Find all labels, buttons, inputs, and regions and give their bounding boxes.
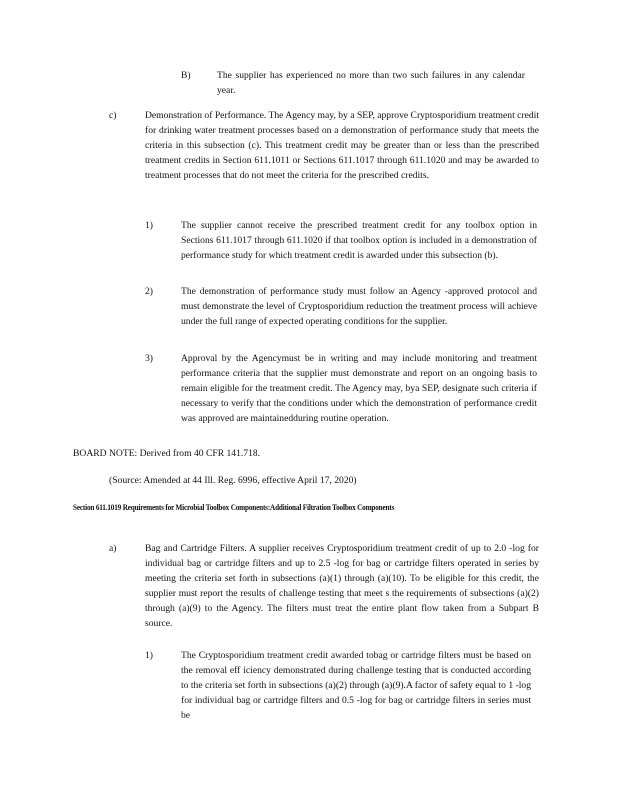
board-note: BOARD NOTE: Derived from 40 CFR 141.718.	[73, 448, 261, 459]
item-c3-text: Approval by the Agencymust be in writing and may include monitoring and treatment performance criteria that the supplier must demonstrate and report on an ongoing basis to remain eligible for the treatment credit. The Agency may, bya SEP, designate such criteria if necessary to verify that the conditions under which the demonstration of performance credit was approved are maintainedduring routine operation.	[181, 353, 537, 424]
section-heading: Section 611.1019 Requirements for Microbial Toolbox Components:Additional Filtration Toolbox Components	[73, 503, 395, 512]
item-b-label: B)	[181, 70, 191, 81]
item-a1-text: The Cryptosporidium treatment credit awarded tobag or cartridge filters must be based on the removal eff iciency demonstrated during challenge testing that is conducted according to the criteria set forth in subsections (a)(2) through (a)(9).A factor of safety equal to 1 -log for individual bag or cartridge filters and 0.5 -log for bag or cartridge filters in series must be	[181, 650, 531, 721]
item-c-text: Demonstration of Performance. The Agency may, by a SEP, approve Cryptosporidium treatment credit for drinking water treatment processes based on a demonstration of performance study that meets the criteria in this subsection (c). This treatment credit may be greater than or less than the prescribed treatment credits in Section 611.1011 or Sections 611.1017 through 611.1020 and may be awarded to treatment processes that do not meet the criteria for the prescribed credits.	[145, 110, 539, 181]
item-c2-text: The demonstration of performance study must follow an Agency -approved protocol and must demonstrate the level of Cryptosporidium reduction the treatment process will achieve under the full range of expected operating conditions for the supplier.	[181, 286, 537, 327]
item-c1-text: The supplier cannot receive the prescribed treatment credit for any toolbox option in Sections 611.1017 through 611.1020 if that toolbox option is included in a demonstration of performance study for which treatment credit is awarded under this subsection (b).	[181, 220, 537, 261]
item-a1-label: 1)	[145, 650, 153, 661]
item-c-label: c)	[109, 110, 117, 121]
item-c1-label: 1)	[145, 220, 153, 231]
item-a-label: a)	[109, 543, 117, 554]
item-c2-label: 2)	[145, 286, 153, 297]
source-note: (Source: Amended at 44 Ill. Reg. 6996, effective April 17, 2020)	[109, 475, 357, 486]
item-b-text: The supplier has experienced no more than two such failures in any calendar year.	[217, 70, 525, 96]
item-a-text: Bag and Cartridge Filters. A supplier receives Cryptosporidium treatment credit of up to 2.0 -log for individual bag or cartridge filters and up to 2.5 -log for bag or cartridge filters operated in series by meeting the criteria set forth in subsections (a)(1) through (a)(10). To be eligible for this credit, the supplier must report the results of challenge testing that meet s the requirements of subsections (a)(2) through (a)(9) to the Agency. The filters must treat the entire plant flow taken from a Subpart B source.	[145, 543, 539, 629]
item-c3-label: 3)	[145, 353, 153, 364]
